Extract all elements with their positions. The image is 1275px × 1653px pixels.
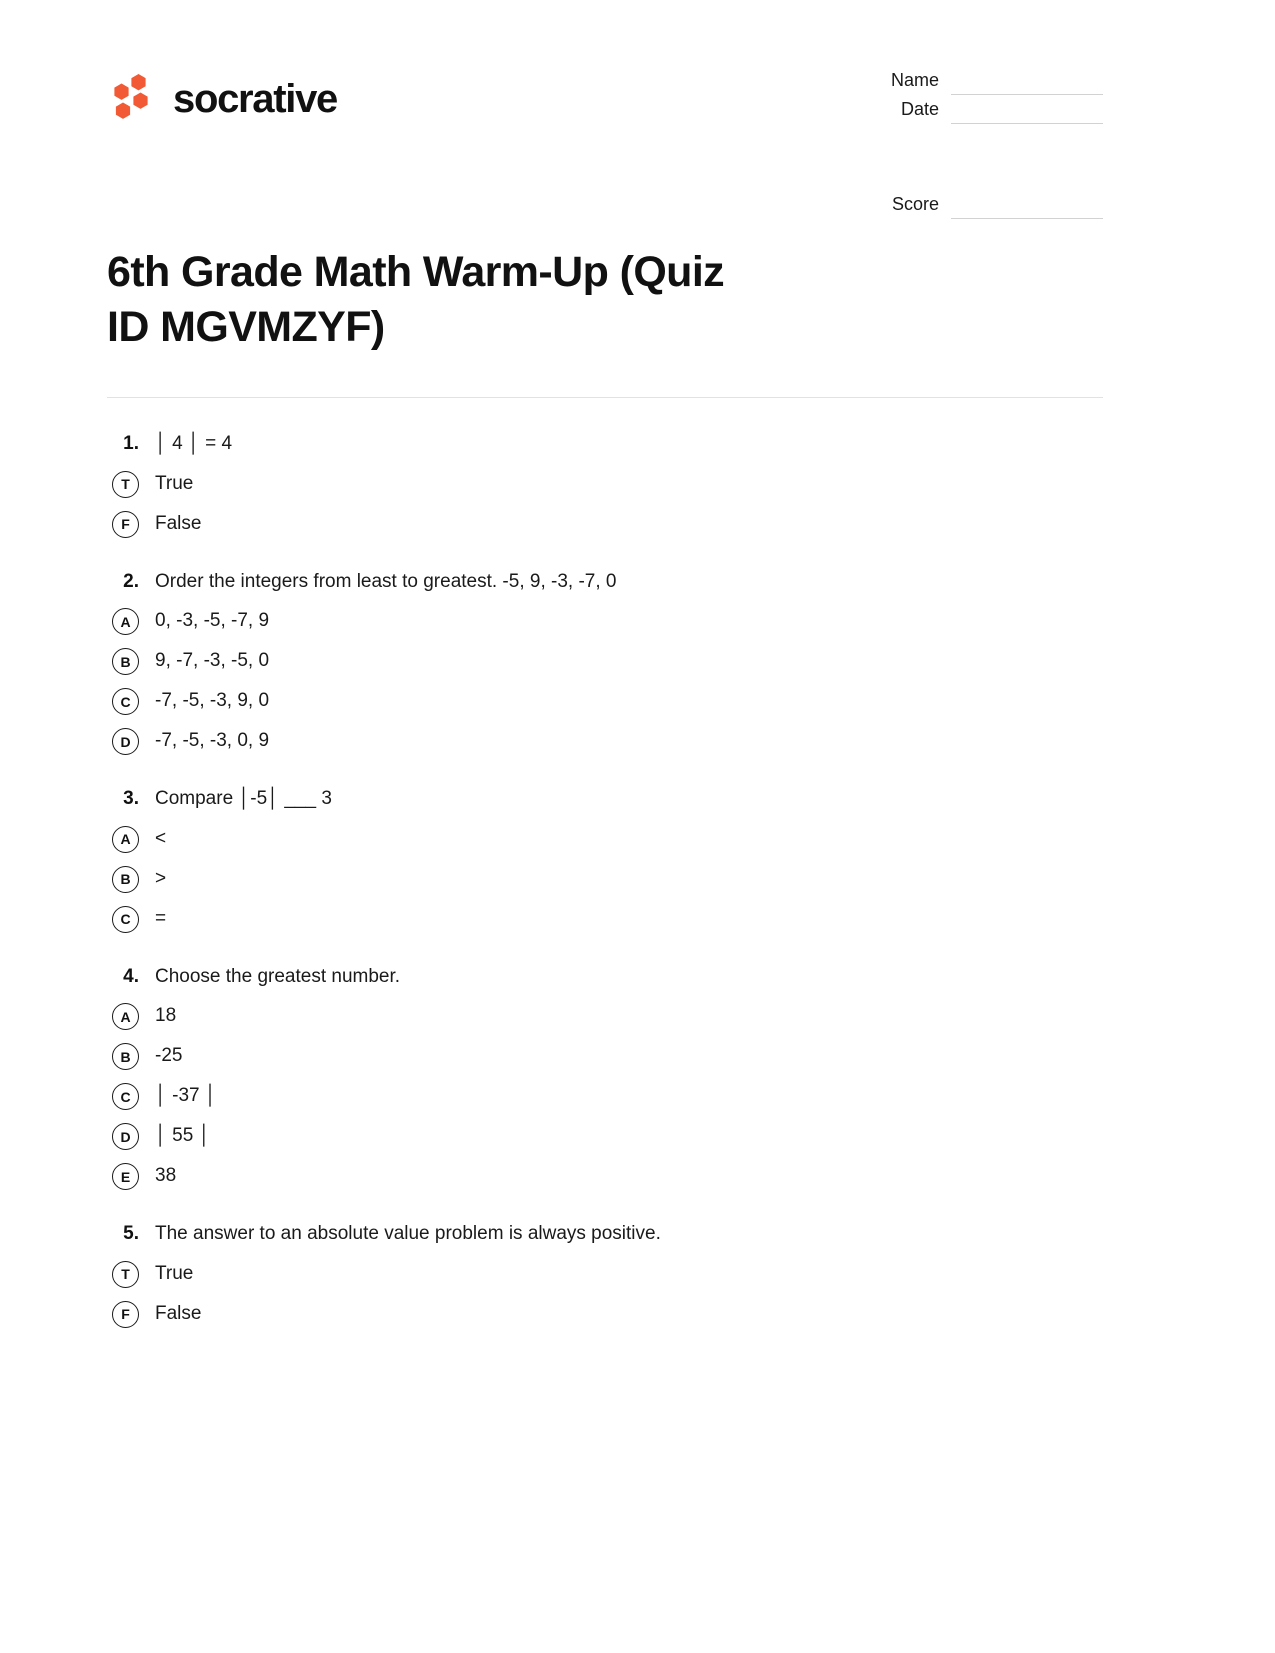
answer-option[interactable] <box>107 511 1168 538</box>
question-header <box>107 430 1168 458</box>
answer-bubble-wrap <box>107 1003 155 1030</box>
answer-bubble[interactable]: T <box>112 471 139 498</box>
date-field-line[interactable] <box>951 122 1103 124</box>
name-field-line[interactable] <box>951 93 1103 95</box>
answer-option[interactable] <box>107 688 1168 715</box>
question-number: 3. <box>123 788 139 810</box>
answer-option-label: -7, -5, -3, 0, 9 <box>155 730 270 752</box>
name-field-label: Name <box>890 70 939 90</box>
answer-option[interactable] <box>107 1043 1168 1070</box>
answer-bubble[interactable]: F <box>112 511 139 538</box>
answer-bubble-wrap <box>107 1261 155 1288</box>
answer-bubble[interactable]: A <box>112 608 139 635</box>
answer-bubble-wrap <box>107 608 155 635</box>
answer-option-label: < <box>155 827 167 849</box>
answer-bubble[interactable]: D <box>112 728 139 755</box>
title-block <box>0 223 840 355</box>
answer-option-label: False <box>155 1303 202 1324</box>
question-item <box>107 568 1168 756</box>
question-text: │ 4 │ = 4 <box>155 433 233 455</box>
page-title: 6th Grade Math Warm-Up (Quiz ID MGVMZYF) <box>107 248 725 352</box>
answer-option-label: True <box>155 472 194 494</box>
answer-bubble[interactable]: C <box>112 906 139 933</box>
header-divider <box>107 397 1103 398</box>
answer-bubble[interactable]: B <box>112 1043 139 1070</box>
answer-option-label: │ 55 │ <box>155 1125 211 1147</box>
question-header <box>107 963 1168 991</box>
answer-bubble[interactable]: B <box>112 648 139 675</box>
date-field-row <box>872 99 1103 128</box>
question-text: Order the integers from least to greatest. -5, 9, -3, -7, 0 <box>155 570 617 592</box>
answer-option[interactable] <box>107 1163 1168 1190</box>
page-header <box>0 0 1275 223</box>
answer-bubble-wrap <box>107 1301 155 1328</box>
answer-option[interactable] <box>107 608 1168 635</box>
answer-option-label: │ -37 │ <box>155 1085 217 1107</box>
answer-bubble[interactable]: A <box>112 826 139 853</box>
question-text: Choose the greatest number. <box>155 965 401 987</box>
score-field-line[interactable] <box>951 217 1103 219</box>
answer-bubble[interactable]: C <box>112 688 139 715</box>
answer-option[interactable] <box>107 826 1168 853</box>
question-number: 1. <box>123 433 139 455</box>
student-meta-fields <box>872 70 1103 223</box>
answer-option-label: > <box>155 867 167 889</box>
answer-bubble-wrap <box>107 1123 155 1150</box>
question-header <box>107 1220 1168 1248</box>
answer-bubble[interactable]: T <box>112 1261 139 1288</box>
answer-bubble-wrap <box>107 1083 155 1110</box>
question-number: 4. <box>123 965 139 987</box>
answer-bubble-wrap <box>107 688 155 715</box>
answer-bubble-wrap <box>107 1043 155 1070</box>
question-item <box>107 430 1168 538</box>
answer-option[interactable] <box>107 728 1168 755</box>
answer-option[interactable] <box>107 866 1168 893</box>
answer-bubble-wrap <box>107 1163 155 1190</box>
answer-option[interactable] <box>107 471 1168 498</box>
answer-option-label: 38 <box>155 1165 177 1187</box>
question-item <box>107 1220 1168 1328</box>
question-number: 2. <box>123 570 139 592</box>
answer-option-label: 18 <box>155 1005 177 1027</box>
answer-option-label: -25 <box>155 1045 183 1067</box>
answer-bubble-wrap <box>107 906 155 933</box>
socrative-brand <box>107 70 337 127</box>
name-field-row <box>872 70 1103 99</box>
questions-list <box>0 430 1275 1328</box>
question-number: 5. <box>123 1223 139 1245</box>
answer-option-label: = <box>155 907 167 929</box>
answer-bubble[interactable]: D <box>112 1123 139 1150</box>
answer-bubble[interactable]: E <box>112 1163 139 1190</box>
answer-option-label: -7, -5, -3, 9, 0 <box>155 690 270 712</box>
answer-bubble-wrap <box>107 511 155 538</box>
question-item <box>107 963 1168 1191</box>
answer-option[interactable] <box>107 1083 1168 1110</box>
answer-bubble[interactable]: F <box>112 1301 139 1328</box>
answer-bubble-wrap <box>107 648 155 675</box>
answer-bubble[interactable]: B <box>112 866 139 893</box>
question-header <box>107 568 1168 596</box>
answer-bubble-wrap <box>107 471 155 498</box>
answer-bubble-wrap <box>107 728 155 755</box>
answer-bubble-wrap <box>107 866 155 893</box>
answer-option[interactable] <box>107 906 1168 933</box>
answer-option[interactable] <box>107 1123 1168 1150</box>
answer-bubble-wrap <box>107 826 155 853</box>
answer-option-label: False <box>155 512 202 534</box>
question-text: The answer to an absolute value problem is always positive. <box>155 1223 661 1245</box>
question-header <box>107 785 1168 813</box>
answer-option[interactable] <box>107 1003 1168 1030</box>
answer-option-label: True <box>155 1263 194 1284</box>
answer-bubble[interactable]: C <box>112 1083 139 1110</box>
brand-name: socrative <box>173 76 337 121</box>
answer-option-label: 9, -7, -3, -5, 0 <box>155 650 270 672</box>
score-field-label: Score <box>891 194 939 214</box>
answer-option[interactable] <box>107 1301 1168 1328</box>
answer-option[interactable] <box>107 648 1168 675</box>
answer-option-label: 0, -3, -5, -7, 9 <box>155 610 270 632</box>
answer-option[interactable] <box>107 1261 1168 1288</box>
question-text: Compare │-5│ ___ 3 <box>155 788 332 810</box>
answer-bubble[interactable]: A <box>112 1003 139 1030</box>
date-field-label: Date <box>900 99 939 119</box>
score-field-row <box>872 194 1103 223</box>
question-item <box>107 785 1168 933</box>
socrative-hexagon-logo-icon <box>107 70 159 127</box>
